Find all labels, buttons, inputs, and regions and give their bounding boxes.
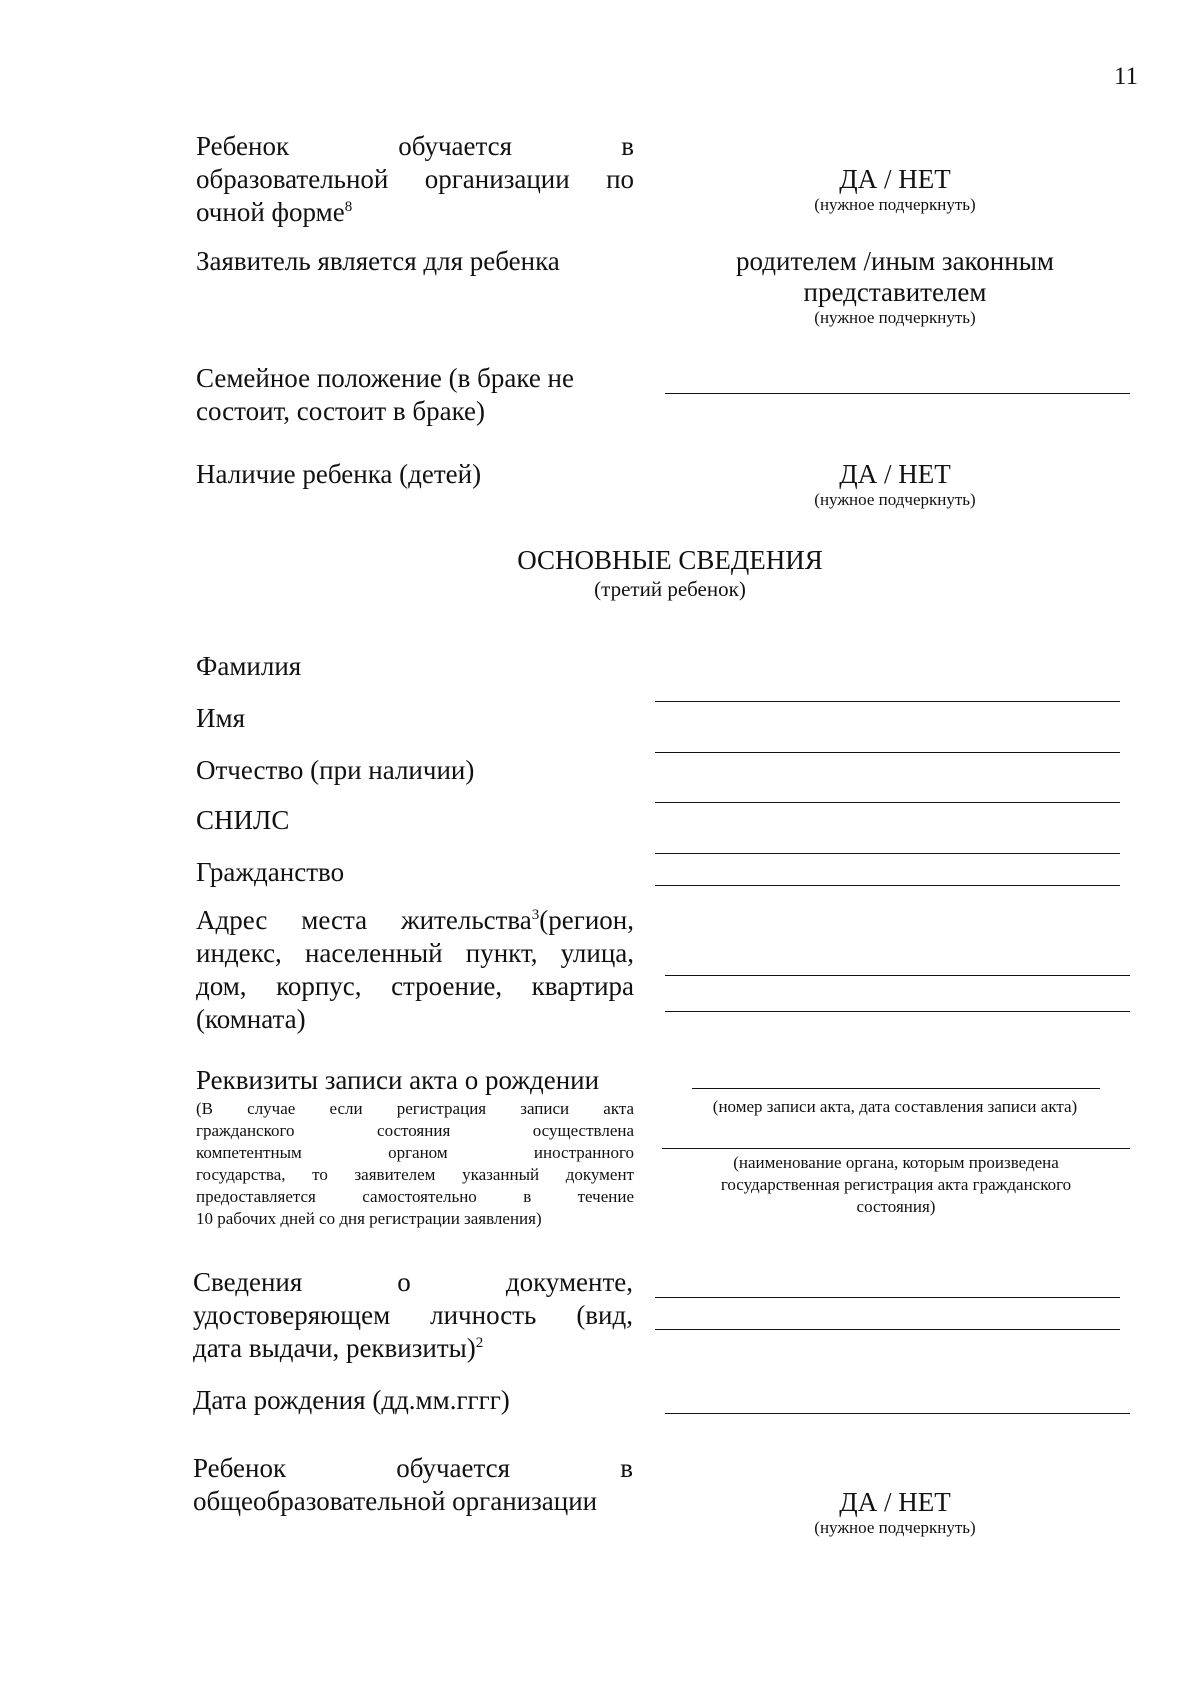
word: документе,: [505, 1267, 633, 1297]
word: Сведения: [193, 1267, 303, 1297]
word: дата выдачи, реквизиты): [193, 1333, 476, 1363]
word: записи: [520, 1099, 570, 1118]
word: пункт,: [465, 938, 538, 968]
answer-studies-general[interactable]: [660, 1487, 1130, 1538]
question-line: [193, 1452, 633, 1485]
question-studies-fulltime: [196, 130, 634, 229]
surname-field[interactable]: [655, 701, 1120, 702]
birth-date-field[interactable]: [665, 1413, 1130, 1414]
word: квартира: [531, 971, 635, 1001]
word: обучается: [396, 1453, 511, 1483]
footnote-mark: 8: [344, 199, 353, 215]
answer-text: ДА / НЕТ: [839, 1487, 951, 1517]
label-name: Имя: [196, 703, 246, 733]
footnote-mark: 2: [475, 1335, 484, 1351]
note-line: [196, 1164, 634, 1186]
label-patronymic: Отчество (при наличии): [196, 755, 475, 785]
label-citizenship: Гражданство: [196, 857, 345, 887]
citizenship-field[interactable]: [655, 885, 1120, 886]
word: акта: [603, 1099, 635, 1118]
identity-field-1[interactable]: [655, 1297, 1120, 1298]
answer-applicant-role[interactable]: [660, 246, 1130, 328]
word: места: [301, 905, 368, 935]
hint-line: состояния): [856, 1197, 936, 1216]
note-line: [196, 1098, 634, 1120]
section-subtitle: (третий ребенок): [594, 577, 746, 601]
word: строение,: [391, 971, 503, 1001]
note-line: [196, 1186, 634, 1208]
answer-yes-no[interactable]: [660, 164, 1130, 215]
word: о: [397, 1267, 411, 1297]
registry-office-hint: [662, 1152, 1130, 1218]
word: (В: [196, 1099, 213, 1118]
word: в: [523, 1187, 532, 1206]
word: состояния: [377, 1121, 451, 1140]
word: Адрес: [196, 905, 268, 935]
word: предоставляется: [196, 1187, 316, 1206]
word: осуществлена: [532, 1121, 635, 1140]
answer-text: родителем /иным законным: [736, 246, 1054, 276]
birth-record-note: [196, 1098, 634, 1230]
word: органом: [388, 1143, 448, 1162]
word: очной форме: [196, 197, 345, 227]
label-birth-date: Дата рождения (дд.мм.гггг): [193, 1385, 510, 1415]
word: в: [621, 131, 634, 161]
question-marital-status: [196, 362, 574, 428]
hint-text: (нужное подчеркнуть): [814, 195, 976, 214]
address-line: [196, 904, 634, 937]
question-line: [196, 163, 634, 196]
question-line: состоит, состоит в браке): [196, 396, 486, 426]
word: компетентным: [196, 1143, 302, 1162]
word: удостоверяющем: [193, 1300, 391, 1330]
word: документ: [565, 1165, 634, 1184]
word: самостоятельно: [362, 1187, 477, 1206]
identity-line: [193, 1266, 633, 1299]
word: дом,: [196, 971, 247, 1001]
word: гражданского: [196, 1121, 295, 1140]
registry-office-field[interactable]: [662, 1148, 1130, 1149]
question-line: Семейное положение (в браке не: [196, 363, 574, 393]
address-line: (комната): [196, 1004, 306, 1034]
word: образовательной: [196, 164, 389, 194]
label-identity-document: [193, 1266, 633, 1365]
note-line: [196, 1120, 634, 1142]
hint-line: (наименование органа, которым произведена: [733, 1153, 1059, 1172]
label-address: [196, 904, 634, 1036]
name-field[interactable]: [655, 752, 1120, 753]
address-field-1[interactable]: [665, 975, 1130, 976]
answer-text: ДА / НЕТ: [839, 164, 951, 194]
word: в: [620, 1453, 633, 1483]
word: организации: [424, 164, 570, 194]
word: заявителем: [354, 1165, 436, 1184]
page-number: 11: [1113, 63, 1138, 90]
word: индекс,: [196, 938, 282, 968]
record-number-field[interactable]: [692, 1088, 1100, 1089]
address-field-2[interactable]: [665, 1011, 1130, 1012]
address-line: [196, 937, 634, 970]
hint-line: государственная регистрация акта гражданского: [720, 1175, 1072, 1194]
word: регистрация: [396, 1099, 487, 1118]
word: (вид,: [576, 1300, 633, 1330]
hint-text: (нужное подчеркнуть): [814, 490, 976, 509]
label-birth-record: Реквизиты записи акта о рождении: [196, 1065, 600, 1095]
answer-text: ДА / НЕТ: [839, 459, 951, 489]
address-line: [196, 970, 634, 1003]
word: иностранного: [533, 1143, 635, 1162]
word: Ребенок: [193, 1453, 287, 1483]
question-line: [196, 196, 634, 229]
section-title: ОСНОВНЫЕ СВЕДЕНИЯ: [517, 545, 823, 575]
word: случае: [247, 1099, 296, 1118]
question-applicant-role: Заявитель является для ребенка: [196, 246, 560, 276]
word: если: [329, 1099, 363, 1118]
note-line: [196, 1142, 634, 1164]
answer-text: представителем: [803, 277, 987, 307]
note-line: 10 рабочих дней со дня регистрации заявления): [196, 1209, 542, 1228]
question-studies-general: [193, 1452, 633, 1518]
identity-field-2[interactable]: [655, 1329, 1120, 1330]
record-number-hint: (номер записи акта, дата составления записи акта): [712, 1097, 1078, 1116]
answer-has-children[interactable]: [660, 459, 1130, 510]
word: по: [606, 164, 635, 194]
identity-line: [193, 1332, 633, 1365]
word: указанный: [462, 1165, 540, 1184]
word: Ребенок: [196, 131, 290, 161]
question-line: общеобразовательной организации: [193, 1486, 598, 1516]
word: жительства$^3$(регион,: [400, 905, 634, 935]
question-line: [196, 130, 634, 163]
word: личность: [430, 1300, 537, 1330]
word: течение: [577, 1187, 635, 1206]
hint-text: (нужное подчеркнуть): [814, 308, 976, 327]
label-snils: СНИЛС: [196, 805, 290, 835]
patronymic-field[interactable]: [655, 802, 1120, 803]
question-has-children: Наличие ребенка (детей): [196, 459, 482, 489]
section-header: [400, 545, 940, 602]
word: улица,: [560, 938, 635, 968]
label-surname: Фамилия: [196, 651, 302, 681]
hint-text: (нужное подчеркнуть): [814, 1518, 976, 1537]
word: то: [312, 1165, 328, 1184]
identity-line: [193, 1299, 633, 1332]
word: корпус,: [276, 971, 362, 1001]
marital-status-field[interactable]: [665, 393, 1130, 394]
word: обучается: [398, 131, 513, 161]
word: государства,: [196, 1165, 286, 1184]
snils-field[interactable]: [655, 853, 1120, 854]
word: населенный: [304, 938, 443, 968]
footnote-mark: 3: [531, 907, 540, 923]
